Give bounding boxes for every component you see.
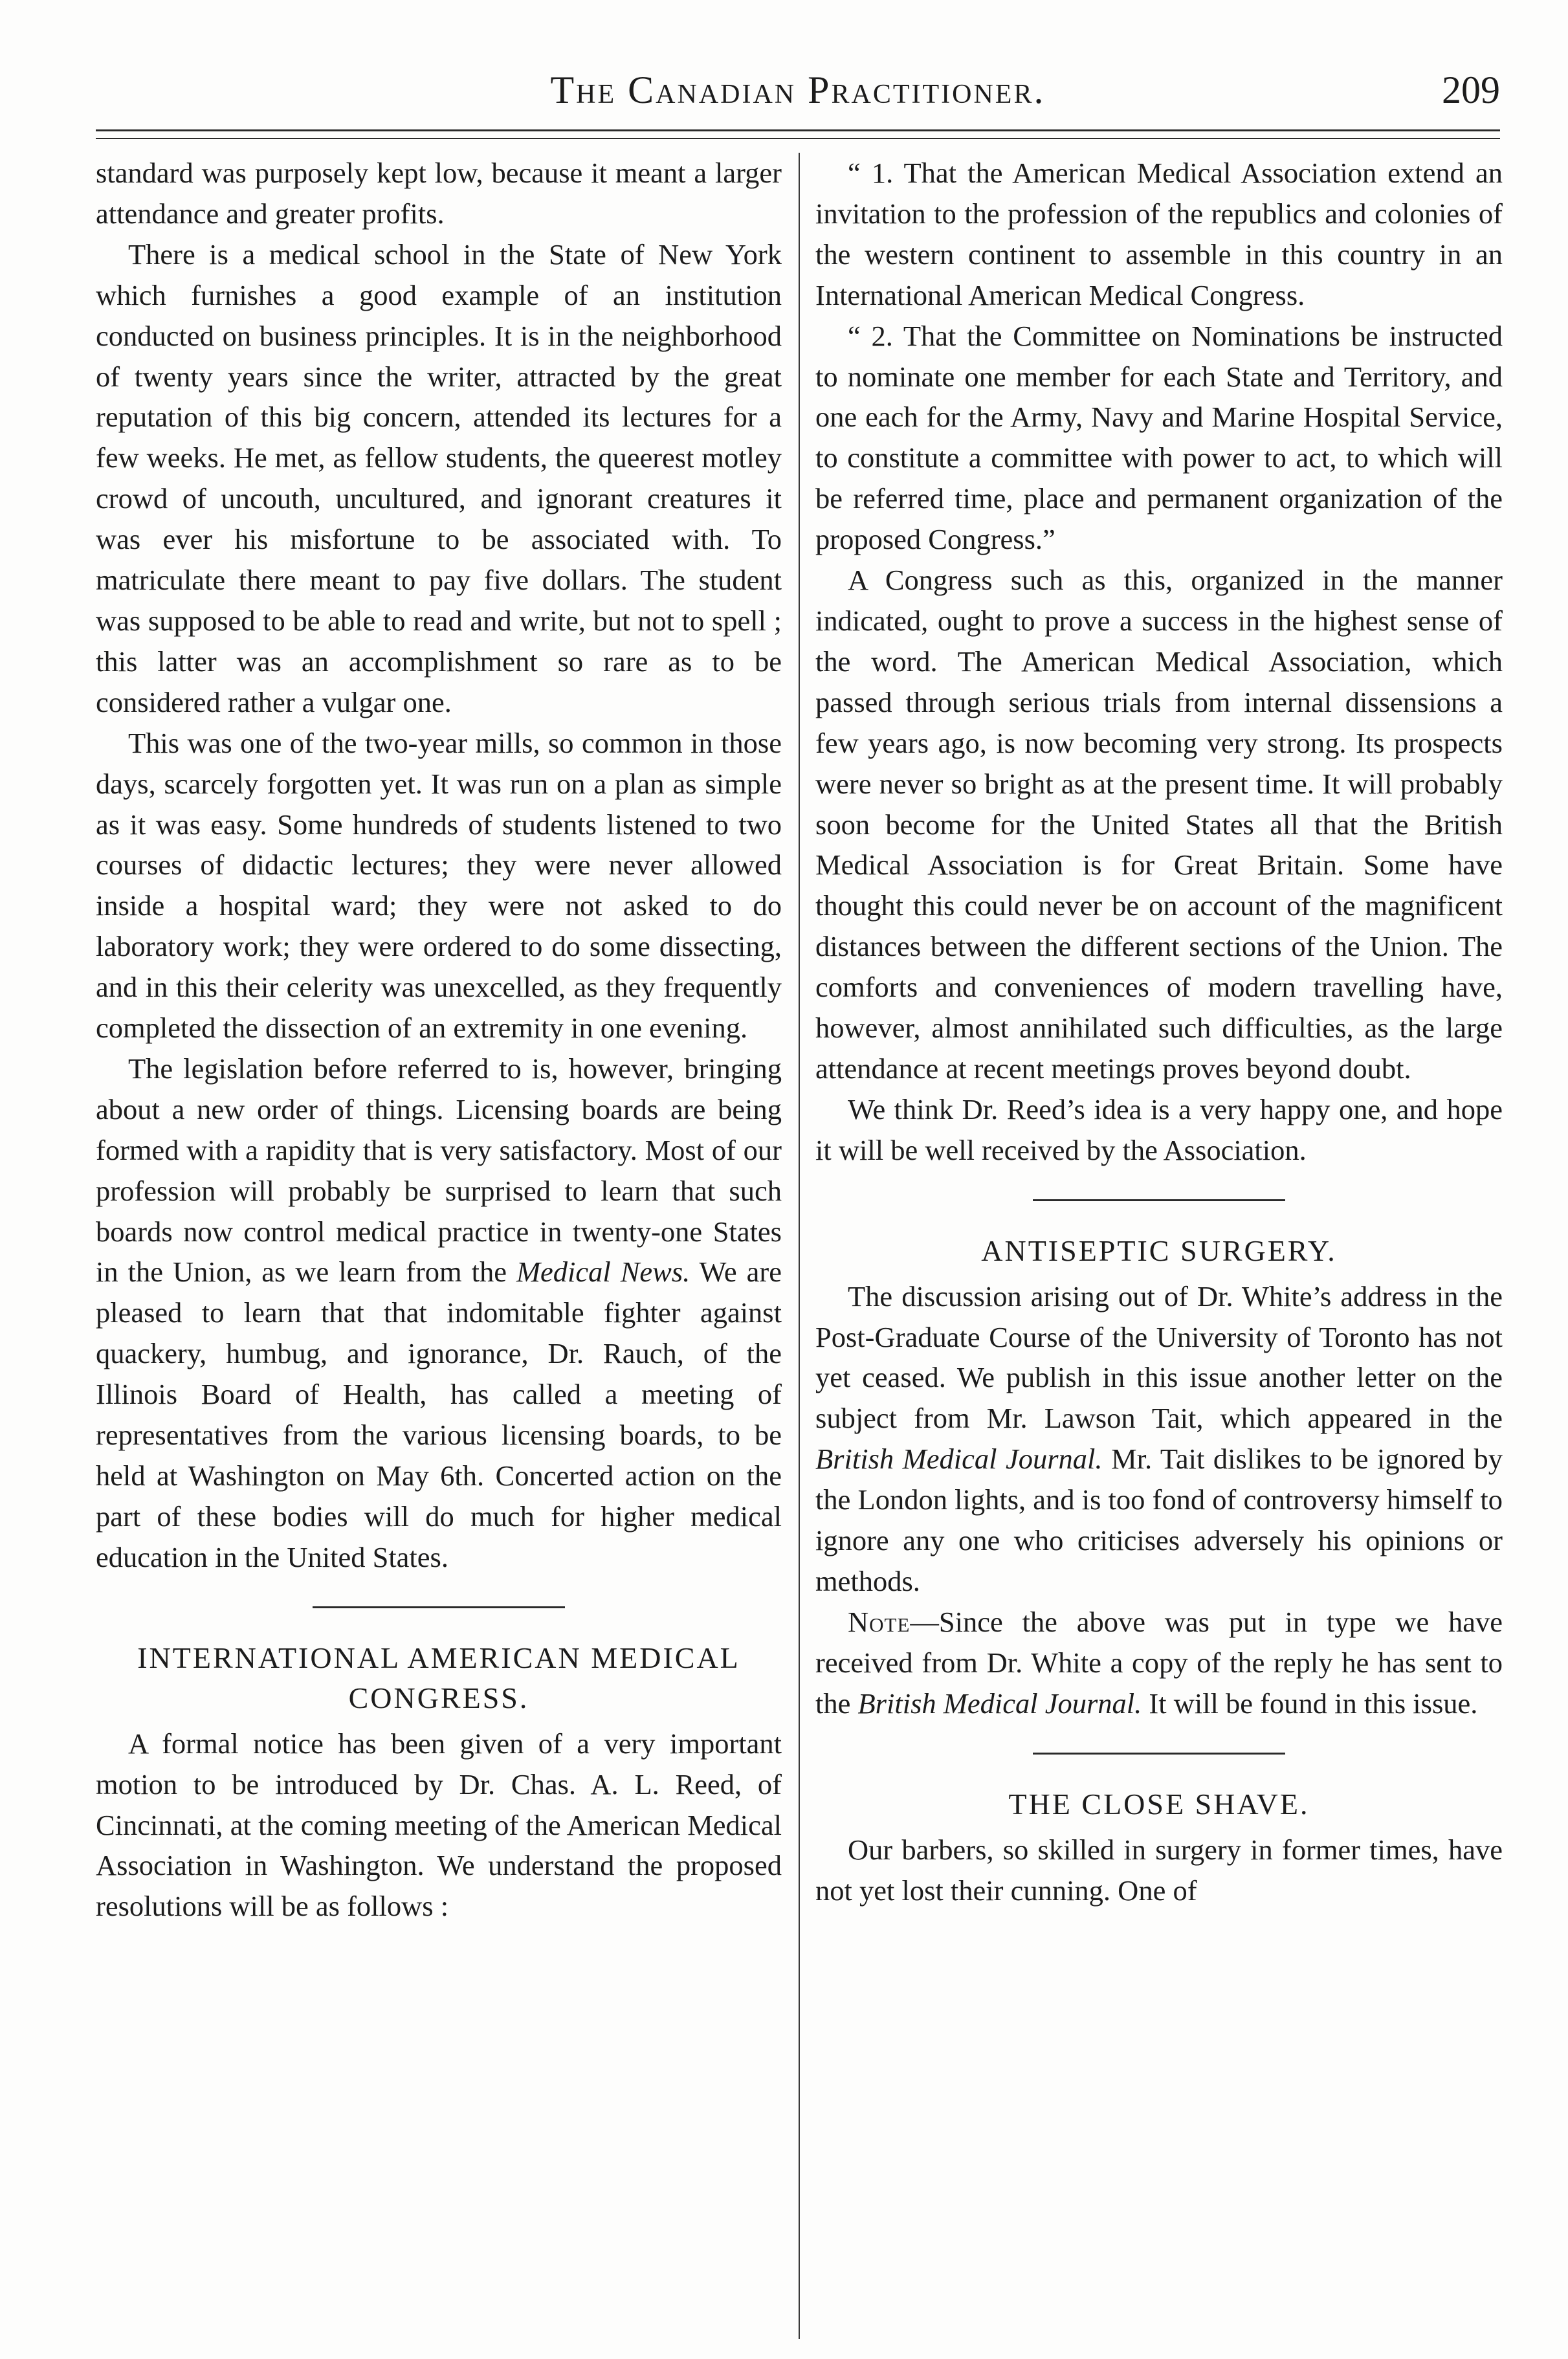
editorial-note [815, 1602, 1503, 1724]
section-heading: INTERNATIONAL AMERICAN MEDICAL CONGRESS. [137, 1641, 740, 1714]
text-run: —Since the above was put in type we have received from Dr. White a copy of the reply he has sent to the [815, 1605, 1503, 1720]
italic-title: British Medical Journal. [857, 1687, 1142, 1720]
running-head [96, 68, 1500, 120]
left-column [96, 153, 782, 1927]
quoted-resolution: “ 1. That the American Medical Association extend an invitation to the profession of the republics and colonies of the western continent to assemble in this country in an International American Medical Congress. [815, 157, 1503, 311]
paragraph: Our barbers, so skilled in surgery in former times, have not yet lost their cunning. One of [815, 1833, 1503, 1907]
text-run: It will be found in this issue. [1142, 1687, 1478, 1720]
italic-title: British Medical Journal. [815, 1443, 1103, 1476]
paragraph: This was one of the two-year mills, so common in those days, scarcely forgotten yet. It was run on a plan as simple as it was easy. Some hundreds of students listened to two courses of didactic lectures; they were never allowed inside a hospital ward; they were not asked to do laboratory work; they were ordered to do some dissecting, and in this their celerity was unexcelled, as they frequently completed the dissection of an extremity in one evening. [96, 726, 782, 1045]
note-label: Note [848, 1605, 911, 1638]
paragraph [815, 1276, 1503, 1602]
section-divider [313, 1606, 565, 1608]
section-divider [1033, 1199, 1285, 1201]
header-double-rule [96, 129, 1500, 139]
section-heading: ANTISEPTIC SURGERY. [981, 1234, 1337, 1267]
quoted-resolution: “ 2. That the Committee on Nominations be instructed to nominate one member for each State and Territory, and one each for the Army, Navy and Marine Hospital Service, to constitute a committee with power to act, to which will be referred time, place and permanent organization of the proposed Congress.” [815, 319, 1503, 556]
paragraph: There is a medical school in the State of New York which furnishes a good example of an institution conducted on business principles. It is in the neighborhood of twenty years since the writer, attracted by the great reputation of this big concern, attended its lectures for a few weeks. He met, as fellow students, the queerest motley crowd of uncouth, uncultured, and ignorant creatures it was ever his misfortune to be associated with. To matriculate there meant to pay five dollars. The student was supposed to be able to read and write, but not to spell ; this latter was an accomplishment so rare as to be considered rather a vulgar one. [96, 238, 782, 718]
page-number: 209 [1442, 69, 1500, 111]
italic-title: Medical News. [516, 1256, 690, 1289]
text-run: Mr. Tait dislikes to be ignored by the London lights, and is too fond of controversy himself to ignore any one who criticises adversely his opinions or methods. [815, 1443, 1503, 1597]
text-run: We are pleased to learn that that indomitable fighter against quackery, humbug, and ignorance, Dr. Rauch, of the Illinois Board of Health, has called a meeting of representatives from the various licensing boards, to be held at Washington on May 6th. Concerted action on the part of these bodies will do much for higher medical education in the United States. [96, 1256, 782, 1573]
right-column [815, 153, 1503, 1910]
text-run: The legislation before referred to is, however, bringing about a new order of things. Licensing boards are being formed with a rapidity that is very satisfactory. Most of our profession will probably be surprised to learn that such boards now control medical practice in twenty-one States in the Union, as we learn from the [96, 1052, 782, 1289]
column-divider [799, 153, 800, 2339]
section-divider [1033, 1753, 1285, 1755]
paragraph: standard was purposely kept low, because it meant a larger attendance and greater profits. [96, 157, 782, 230]
paragraph: A Congress such as this, organized in the manner indicated, ought to prove a success in the highest sense of the word. The American Medical Association, which passed through serious trials from internal dissensions a few years ago, is now becoming very strong. Its prospects were never so bright as at the present time. It will probably soon become for the United States all that the British Medical Association is for Great Britain. Some have thought this could never be on account of the magnificent distances between the different sections of the Union. The comforts and conveniences of modern travelling have, however, almost annihilated such difficulties, as the large attendance at recent meetings proves beyond doubt. [815, 564, 1503, 1085]
paragraph: A formal notice has been given of a very important motion to be introduced by Dr. Chas. A. L. Reed, of Cincinnati, at the coming meeting of the American Medical Association in Washington. We understand the proposed resolutions will be as follows : [96, 1727, 782, 1923]
journal-title: The Canadian Practitioner. [550, 69, 1046, 111]
text-run: The discussion arising out of Dr. White’s address in the Post-Graduate Course of the University of Toronto has not yet ceased. We publish in this issue another letter on the subject from Mr. Lawson Tait, which appeared in the [815, 1279, 1503, 1435]
paragraph: We think Dr. Reed’s idea is a very happy one, and hope it will be well received by the Association. [815, 1092, 1503, 1166]
section-heading: THE CLOSE SHAVE. [1008, 1787, 1310, 1821]
paragraph [96, 1048, 782, 1578]
